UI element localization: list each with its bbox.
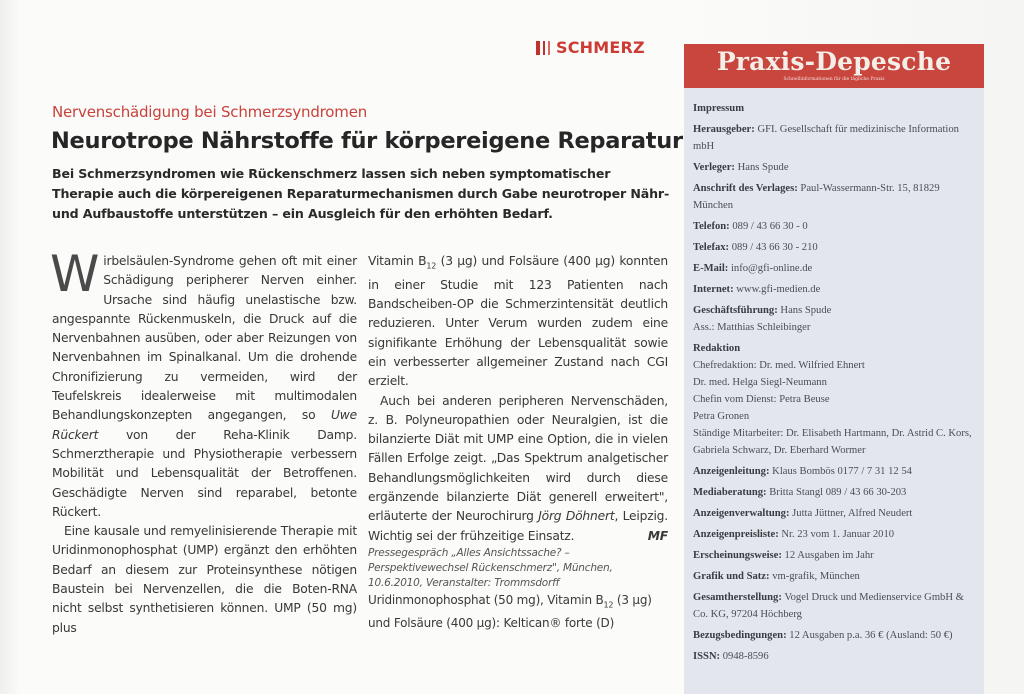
impressum-value: GFI. Gesellschaft für medizinische Information mbH <box>693 124 959 152</box>
source-note: Pressegespräch „Alles Ansichtssache? – Perspektivewechsel Rückenschmerz", München, 10.6.2010, Veranstalter: Trommsdorff <box>368 546 613 589</box>
publication-tagline: Schnellinformationen für die tägliche Praxis <box>783 77 885 82</box>
impressum-label: Mediaberatung: <box>693 487 767 498</box>
impressum-entry <box>693 159 976 176</box>
impressum-label: Grafik und Satz: <box>693 571 770 582</box>
impressum-value: Chefredaktion: Dr. med. Wilfried Ehnert <box>693 360 865 371</box>
impressum-heading: Impressum <box>693 103 745 114</box>
impressum-value: 089 / 43 66 30 - 0 <box>732 221 808 232</box>
impressum-entry <box>693 568 976 585</box>
impressum-label: Telefon: <box>693 221 730 232</box>
impressum-label: ISSN: <box>693 651 721 662</box>
impressum-value: info@gfi-online.de <box>730 263 813 274</box>
impressum-entry <box>693 239 976 256</box>
impressum-value: Britta Stangl 089 / 43 66 30-203 <box>769 487 907 498</box>
impressum-entry <box>693 463 976 480</box>
impressum-entry <box>693 121 976 155</box>
impressum-entry <box>693 281 976 298</box>
impressum-body <box>684 88 984 665</box>
drop-cap: W <box>50 245 100 303</box>
impressum-value: Hans Spude <box>737 162 789 173</box>
impressum-value: Ständige Mitarbeiter: Dr. Elisabeth Hartmann, Dr. Astrid C. Kors, Gabriela Schwarz, Dr. Eberhard Wormer <box>693 428 972 456</box>
author-signature: MF <box>647 528 668 543</box>
section-bars-icon <box>536 41 550 55</box>
impressum-value: Nr. 23 vom 1. Januar 2010 <box>781 529 895 540</box>
impressum-label: Telefax: <box>693 242 730 253</box>
paragraph-3: Vitamin $B_{12}$ (3 µg) und Folsäure (400 µg) konnten in einer Studie mit 123 Patienten nach Bandscheiben-OP die Schmerzintensität deutlich reduzieren. Unter Verum wurden zudem eine signifikante Erhöhung der Lebensqualität sowie ein verbesserter allgemeiner Zustand nach CGI erzielt. <box>368 254 669 389</box>
impressum-value: 12 Ausgaben im Jahr <box>784 550 874 561</box>
impressum-entry <box>693 484 976 501</box>
section-label <box>536 38 645 57</box>
impressum-entry <box>693 505 976 522</box>
impressum-value: vm-grafik, München <box>772 571 860 582</box>
impressum-value: Klaus Bombös 0177 / 7 31 12 54 <box>772 466 912 477</box>
impressum-value: Hans Spude <box>780 305 832 316</box>
impressum-sidebar <box>684 44 984 694</box>
impressum-label: Erscheinungsweise: <box>693 550 782 561</box>
impressum-value: Ass.: Matthias Schleibinger <box>693 322 811 333</box>
impressum-label: Gesamtherstellung: <box>693 592 782 603</box>
impressum-value: Petra Gronen <box>693 411 750 422</box>
publication-masthead <box>684 44 984 88</box>
impressum-label: Herausgeber: <box>693 124 755 135</box>
impressum-value: www.gfi-medien.de <box>736 284 821 295</box>
article-column-left <box>50 245 357 638</box>
paragraph-1: Wirbelsäulen-Syndrome gehen oft mit einer Schädigung peripherer Nerven einher. Ursache sind häufig unelastische bzw. angespannte Rückenmuskeln, die Druck auf die Nervenbahnen ausüben, oder aber Reizungen von Nervenbahnen im Spinalkanal. Um die drohende Chronifizierung zu vermeiden, wird der Teufelskreis idealerweise mit multimodalen Behandlungskonzepten angegangen, so Uwe Rückert von der Reha-Klinik Damp. Schmerztherapie und Physiotherapie verbessern Mobilität und Lebensqualität der Betroffenen. Geschädigte Nerven sind reparabel, betonte Rückert. <box>50 245 357 519</box>
person-name: Jörg Döhnert <box>538 509 615 524</box>
article-kicker: Nervenschädigung bei Schmerzsyndromen <box>52 103 368 121</box>
impressum-entry <box>693 526 976 543</box>
impressum-label: Redaktion <box>693 343 741 354</box>
impressum-entry <box>693 547 976 564</box>
impressum-value: Paul-Wassermann-Str. 15, 81829 München <box>693 183 940 211</box>
impressum-entry <box>693 648 976 665</box>
impressum-entries <box>693 121 976 665</box>
section-label-text: SCHMERZ <box>556 38 645 57</box>
impressum-label: Geschäftsführung: <box>693 305 778 316</box>
impressum-entry <box>693 180 976 214</box>
impressum-entry <box>693 218 976 235</box>
impressum-entry <box>693 627 976 644</box>
impressum-label: Verleger: <box>693 162 735 173</box>
impressum-label: Bezugsbedingungen: <box>693 630 787 641</box>
impressum-value: Dr. med. Helga Siegl-Neumann <box>693 377 827 388</box>
person-name: Uwe Rückert <box>52 408 357 442</box>
impressum-label: Anzeigenpreisliste: <box>693 529 779 540</box>
impressum-entry <box>693 340 976 459</box>
product-note: Uridinmonophosphat (50 mg), Vitamin $B_{12}$ (3 µg) und Folsäure (400 µg): Keltican® forte (D) <box>368 592 652 631</box>
impressum-entry <box>693 302 976 336</box>
impressum-value: Chefin vom Dienst: Petra Beuse <box>693 394 830 405</box>
paragraph-2: Eine kausale und remyelinisierende Therapie mit Uridinmonophosphat (UMP) ergänzt den erhöhten Bedarf an diesem zur Proteinsynthese nötigen Baustein bei Nervenzellen, die die Boten-RNA nicht selbst synthetisieren können. UMP (50 mg) plus <box>52 524 357 635</box>
impressum-value: 089 / 43 66 30 - 210 <box>731 242 818 253</box>
impressum-label: E-Mail: <box>693 263 729 274</box>
paragraph-4: Auch bei anderen peripheren Nervenschäden, z. B. Polyneuropathien oder Neuralgien, ist die bilanzierte Diät mit UMP eine Option, die in vielen Fällen Erfolge zeigt. „Das Spektrum analgetischer Behandlungsmöglichkeiten wird durch diese ergänzende bilanzierte Diät generell erweitert", erläuterte der Neurochirurg Jörg Döhnert, Leipzig. Wichtig sei der frühzeitige Einsatz. MF <box>368 392 668 546</box>
impressum-value: 12 Ausgaben p.a. 36 € (Ausland: 50 €) <box>789 630 953 641</box>
publication-title: Praxis-Depesche <box>716 47 952 76</box>
article-lead: Bei Schmerzsyndromen wie Rückenschmerz lassen sich neben symptomatischer Therapie auch die körpereigenen Reparaturmechanismen durch Gabe neurotroper Nähr- und Aufbaustoffe unterstützen – ein Ausgleich für den erhöhten Bedarf. <box>52 166 670 221</box>
impressum-label: Anzeigenverwaltung: <box>693 508 790 519</box>
impressum-label: Internet: <box>693 284 734 295</box>
article-headline: Neurotrope Nährstoffe für körpereigene Reparatur <box>51 128 683 154</box>
impressum-entry <box>693 589 976 623</box>
impressum-value: Vogel Druck und Medienservice GmbH & Co. KG, 97204 Höchberg <box>693 592 964 620</box>
article-column-right <box>368 252 668 633</box>
impressum-value: Jutta Jüttner, Alfred Neudert <box>792 508 913 519</box>
impressum-value: 0948-8596 <box>722 651 769 662</box>
impressum-label: Anzeigenleitung: <box>693 466 770 477</box>
impressum-entry <box>693 260 976 277</box>
impressum-label: Anschrift des Verlages: <box>693 183 798 194</box>
